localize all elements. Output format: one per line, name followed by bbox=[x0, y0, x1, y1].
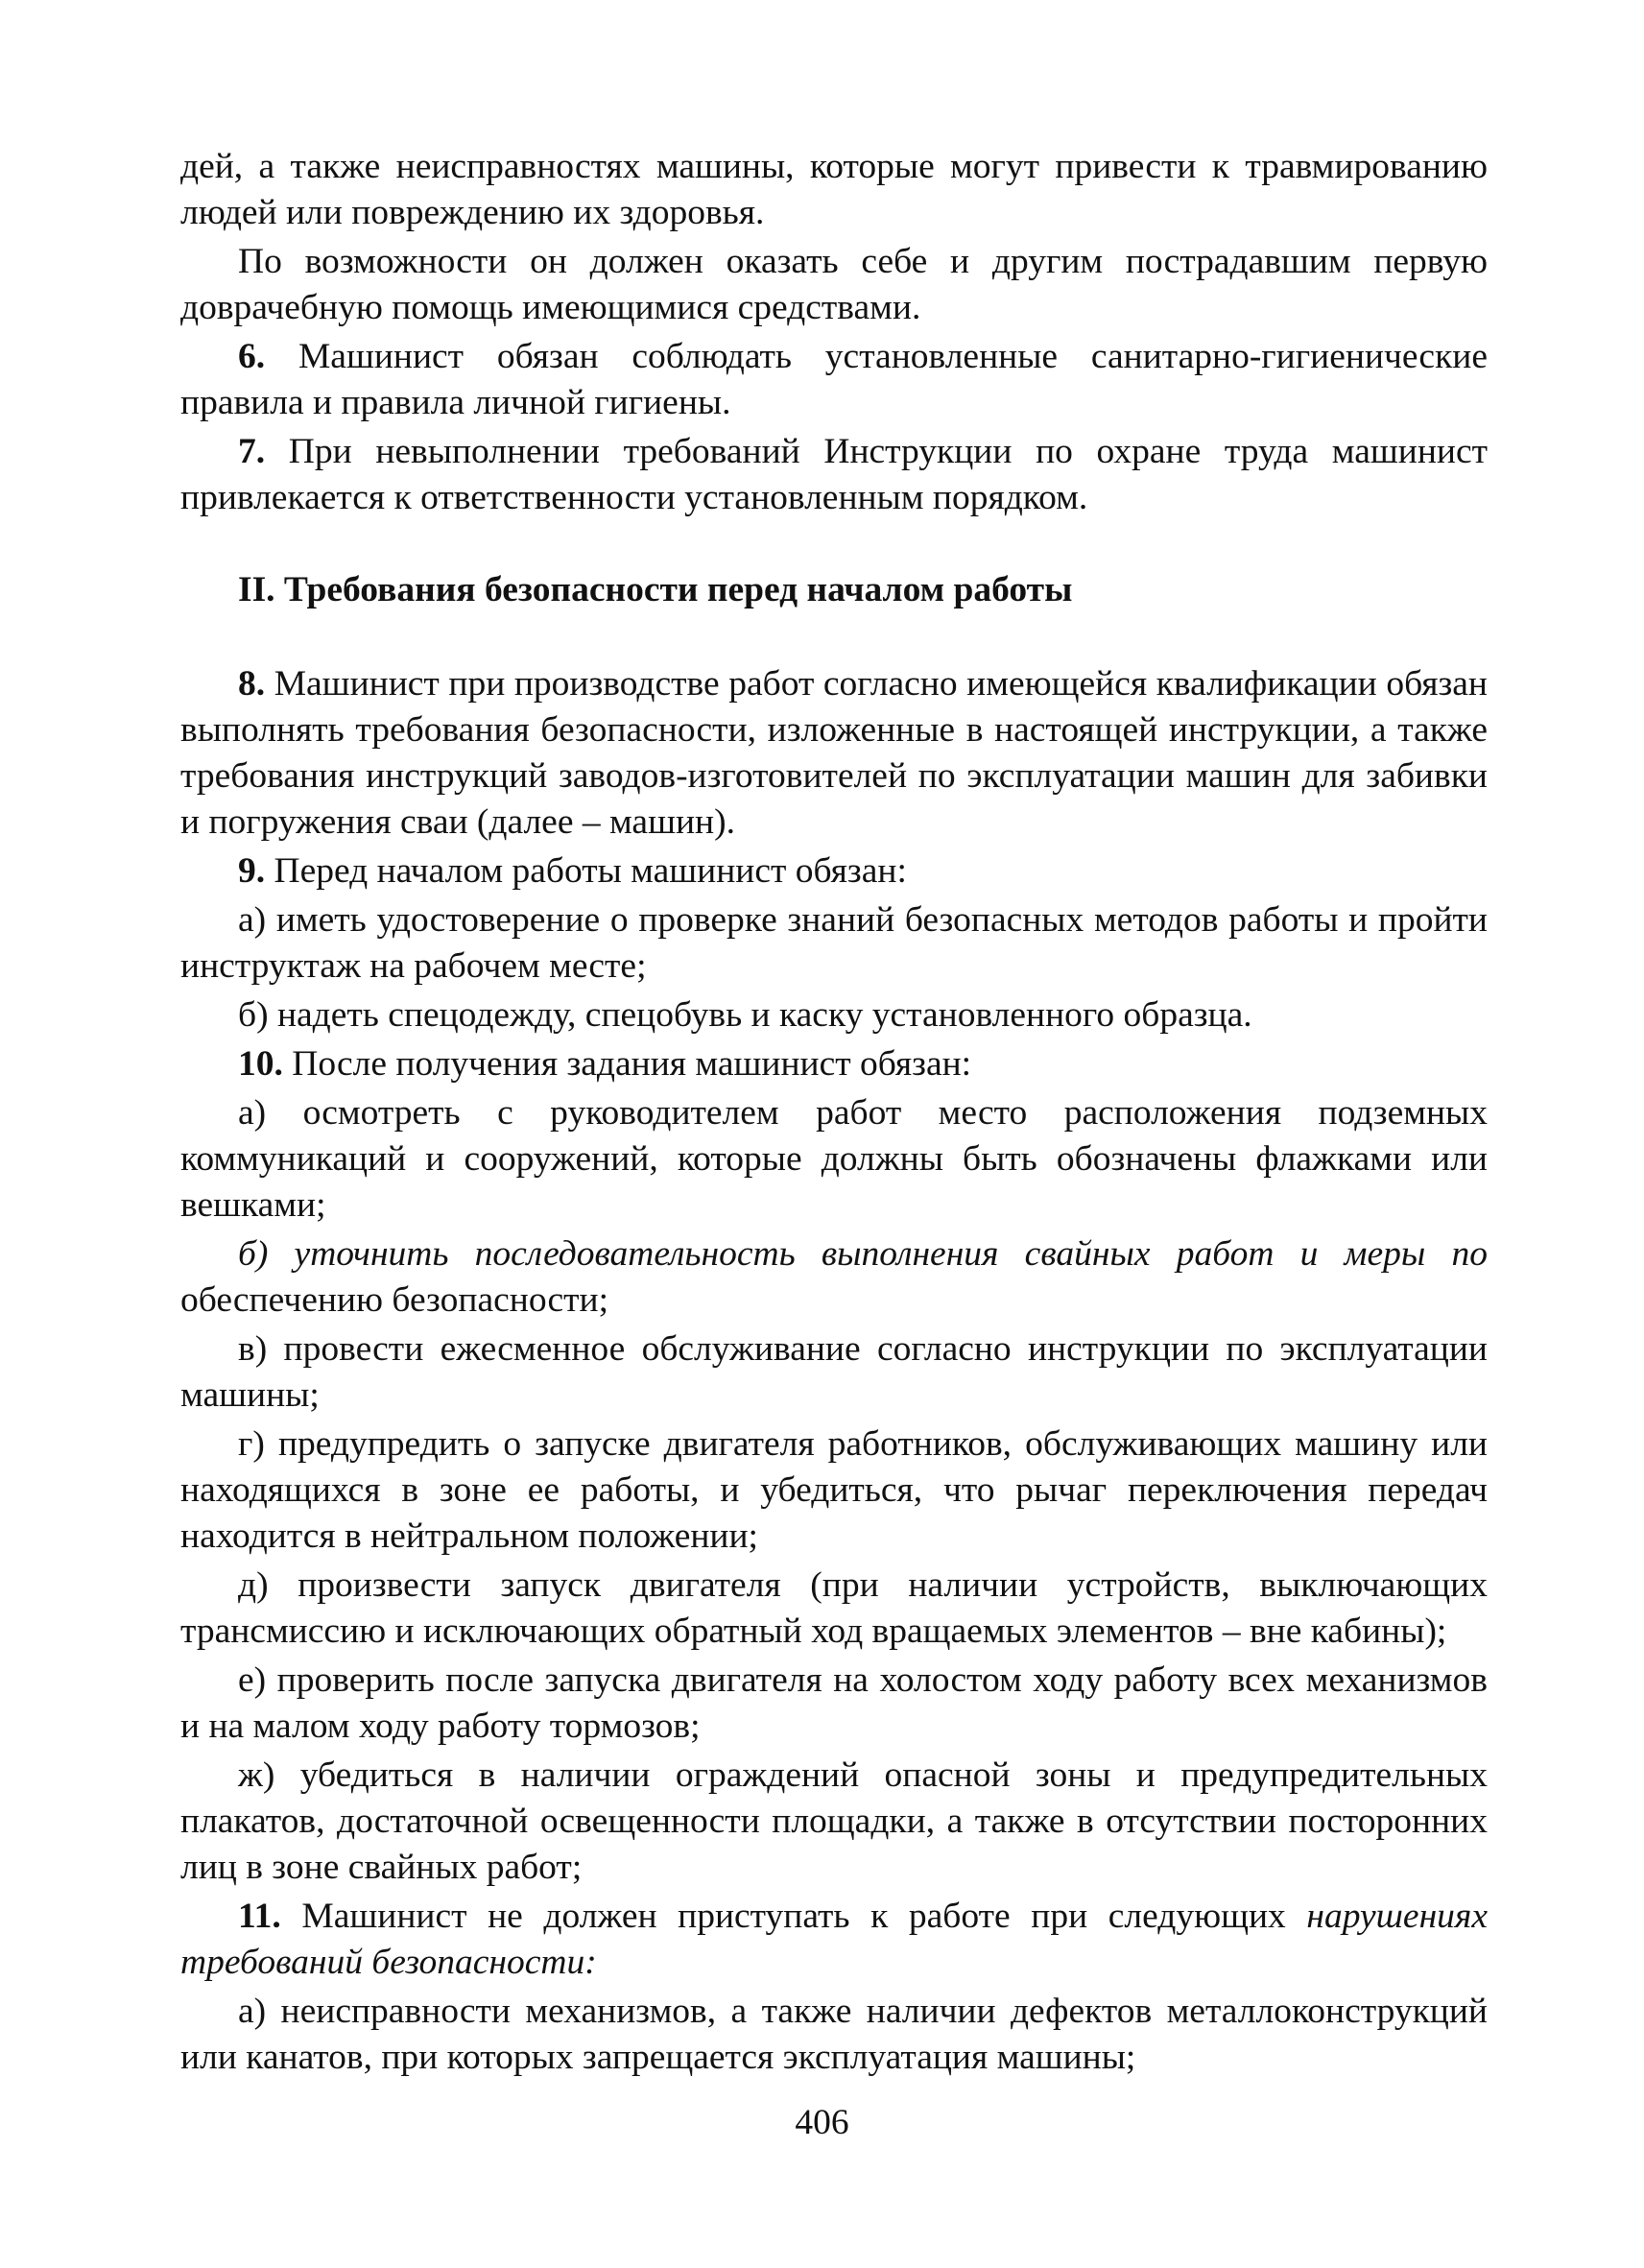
clause-text: Машинист при производстве работ согласно имеющейся квалификации обязан выполнять требования безопасности, изложенные в настоящей инструкции, а также требования инструкций заводов-изготовителей по эксплуатации машин для забивки и погружения сваи (далее – машин). bbox=[180, 664, 1488, 842]
subclause-text-italic: б) уточнить последовательность выполнения свайных работ и меры по bbox=[238, 1234, 1488, 1274]
paragraph-7 bbox=[180, 429, 1488, 521]
clause-number: 6. bbox=[238, 337, 266, 376]
clause-text: После получения задания машинист обязан: bbox=[282, 1044, 972, 1084]
paragraph-6 bbox=[180, 334, 1488, 426]
paragraph-11 bbox=[180, 1894, 1488, 1986]
clause-text: При невыполнении требований Инструкции по охране труда машинист привлекается к ответственности установленным порядком. bbox=[180, 432, 1488, 517]
subclause-10b bbox=[180, 1231, 1488, 1324]
subclause-10e: е) проверить после запуска двигателя на холостом ходу работу всех механизмов и на малом ходу работу тормозов; bbox=[180, 1660, 1488, 1746]
clause-number: 7. bbox=[238, 432, 266, 471]
clause-number: 10. bbox=[238, 1044, 283, 1084]
paragraph-10 bbox=[180, 1041, 1488, 1087]
subclause-10d: д) произвести запуск двигателя (при наличии устройств, выключающих трансмиссию и исключающих обратный ход вращаемых элементов – вне кабины); bbox=[180, 1565, 1488, 1651]
clause-number: 11. bbox=[238, 1897, 281, 1936]
paragraph-first-aid: По возможности он должен оказать себе и другим пострадавшим первую доврачебную помощь имеющимися средствами. bbox=[180, 242, 1488, 327]
section-heading: II. Требования безопасности перед началом работы bbox=[238, 570, 1073, 609]
paragraph-9 bbox=[180, 848, 1488, 895]
subclause-10zh: ж) убедиться в наличии ограждений опасной зоны и предупредительных плакатов, достаточной освещенности площадки, а также в отсутствии посторонних лиц в зоне свайных работ; bbox=[180, 1755, 1488, 1887]
subclause-10a: а) осмотреть с руководителем работ место расположения подземных коммуникаций и сооружений, которые должны быть обозначены флажками или вешками; bbox=[180, 1093, 1488, 1225]
document-page bbox=[180, 144, 1488, 2081]
subclause-10g: г) предупредить о запуске двигателя работников, обслуживающих машину или находящихся в зоне ее работы, и убедиться, что рычаг переключения передач находится в нейтральном положении; bbox=[180, 1424, 1488, 1556]
clause-text: Машинист не должен приступать к работе при следующих bbox=[280, 1897, 1286, 1936]
subclause-9b: б) надеть спецодежду, спецобувь и каску установленного образца. bbox=[238, 995, 1252, 1035]
clause-number: 8. bbox=[238, 664, 266, 704]
subclause-11a: а) неисправности механизмов, а также наличии дефектов металлоконструкций или канатов, при которых запрещается эксплуатация машины; bbox=[180, 1992, 1488, 2077]
paragraph-continuation: дей, а также неисправностях машины, которые могут привести к травмированию людей или повреждению их здоровья. bbox=[180, 147, 1488, 232]
page-number: 406 bbox=[795, 2103, 849, 2142]
subclause-10v: в) провести ежесменное обслуживание согласно инструкции по эксплуатации машины; bbox=[180, 1329, 1488, 1415]
clause-text: Перед началом работы машинист обязан: bbox=[265, 851, 907, 891]
clause-number: 9. bbox=[238, 851, 266, 891]
clause-text-italic: нарушениях требований безопасности: bbox=[180, 1897, 1488, 1982]
clause-text: Машинист обязан соблюдать установленные санитарно-гигиенические правила и правила личной гигиены. bbox=[180, 337, 1488, 422]
subclause-text: обеспечению безопасности; bbox=[180, 1280, 609, 1320]
subclause-9a: а) иметь удостоверение о проверке знаний безопасных методов работы и пройти инструктаж на рабочем месте; bbox=[180, 900, 1488, 986]
paragraph-8 bbox=[180, 661, 1488, 846]
